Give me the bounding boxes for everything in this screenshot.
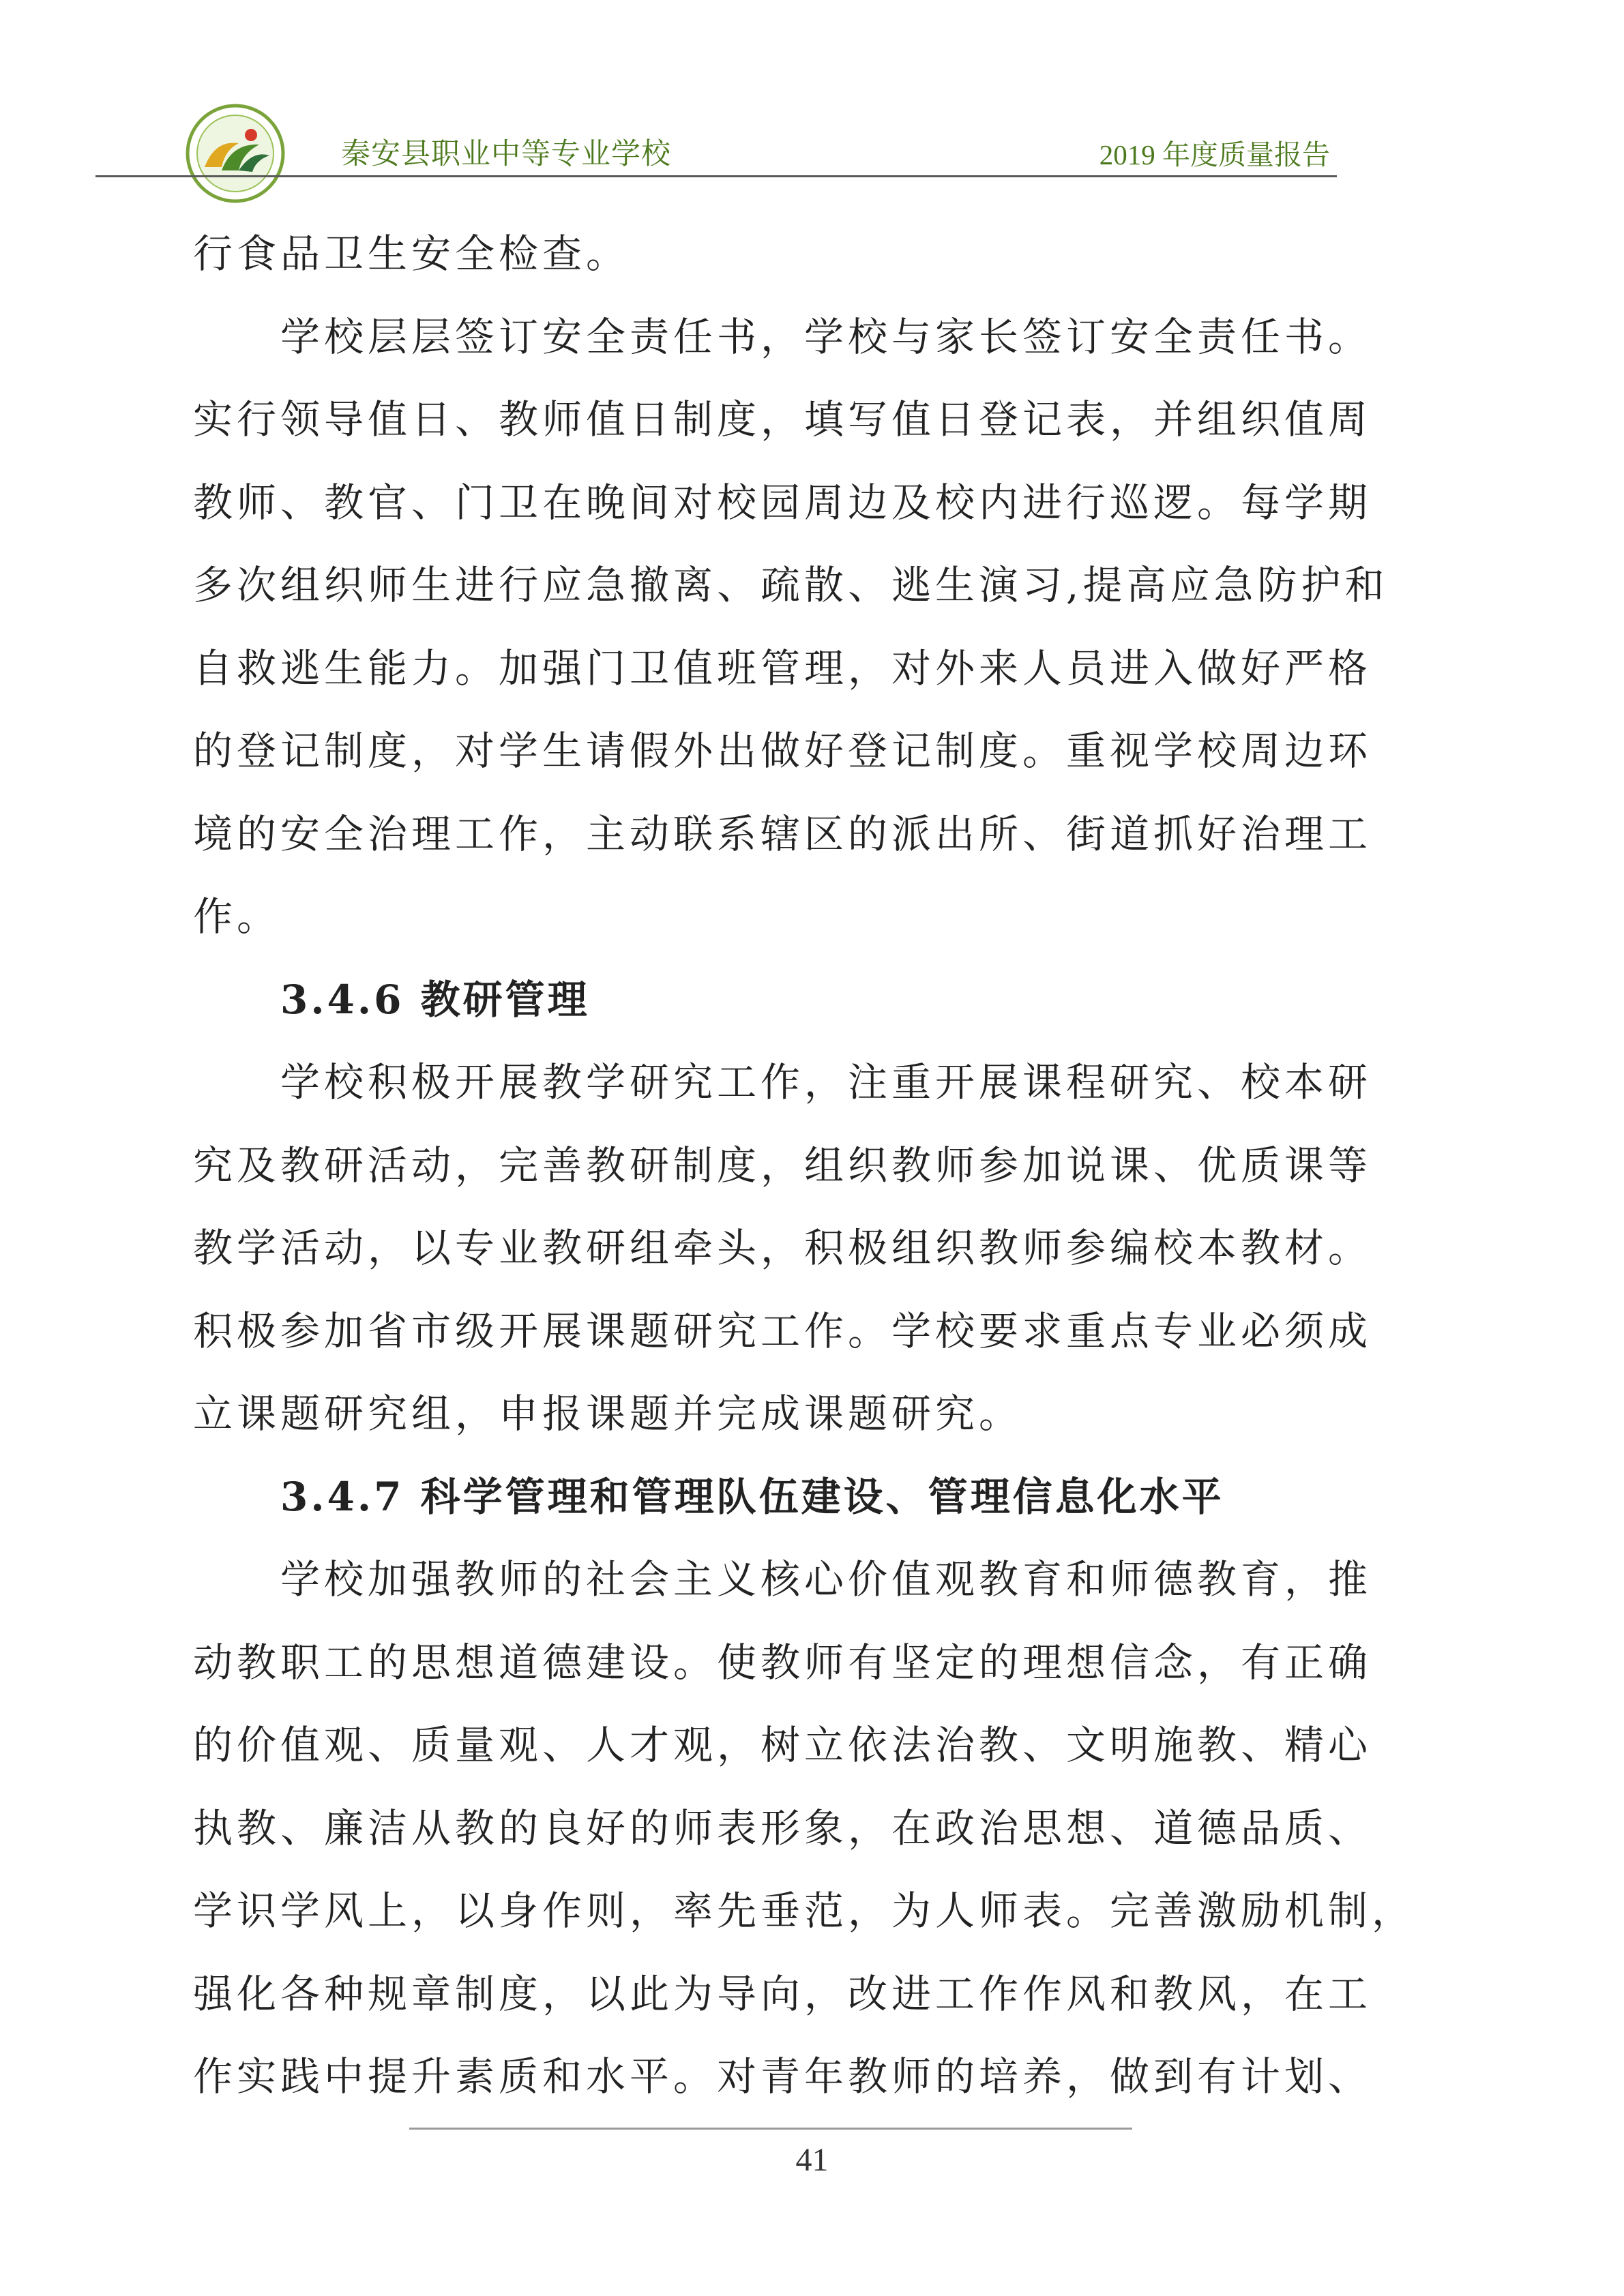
text-line: 的价值观、质量观、人才观，树立依法治教、文明施教、精心 [193, 1722, 1372, 1768]
text-line: 学校加强教师的社会主义核心价值观教育和师德教育，推 [280, 1556, 1372, 1602]
section-heading-347: 3.4.7 科学管理和管理队伍建设、管理信息化水平 [280, 1473, 1224, 1520]
text-line: 实行领导值日、教师值日制度，填写值日登记表，并组织值周 [193, 396, 1372, 443]
text-line: 境的安全治理工作，主动联系辖区的派出所、街道抓好治理工 [193, 810, 1372, 857]
paragraph-continuation [193, 213, 1393, 296]
paragraph-teaching-research [193, 1041, 1393, 1456]
text-line: 作。 [193, 893, 281, 940]
text-line: 自救逃生能力。加强门卫值班管理，对外来人员进入做好严格 [193, 644, 1372, 691]
text-line: 多次组织师生进行应急撤离、疏散、逃生演习,提高应急防护和 [193, 562, 1389, 608]
text-line: 学识学风上，以身作则，率先垂范，为人师表。完善激励机制， [193, 1888, 1416, 1934]
text-line: 执教、廉洁从教的良好的师表形象，在政治思想、道德品质、 [193, 1804, 1372, 1851]
paragraph-management-team [193, 1538, 1416, 2119]
text-line: 究及教研活动，完善教研制度，组织教师参加说课、优质课等 [193, 1142, 1372, 1189]
text-line: 教师、教官、门卫在晚间对校园周边及校内进行巡逻。每学期 [193, 479, 1372, 526]
text-line: 立课题研究组，申报课题并完成课题研究。 [193, 1390, 1023, 1437]
school-emblem-icon [184, 102, 286, 205]
text-line: 动教职工的思想道德建设。使教师有坚定的理想信念，有正确 [193, 1639, 1372, 1686]
page-number: 41 [795, 2142, 829, 2178]
text-line: 作实践中提升素质和水平。对青年教师的培养，做到有计划、 [193, 2053, 1372, 2100]
page-header [184, 102, 1330, 177]
text-line: 学校积极开展教学研究工作，注重开展课程研究、校本研 [280, 1059, 1372, 1105]
header-divider [95, 175, 1337, 177]
text-line: 行食品卫生安全检查。 [193, 230, 630, 277]
page-body [193, 213, 1416, 2119]
school-name: 秦安县职业中等专业学校 [341, 137, 671, 171]
text-line: 积极参加省市级开展课题研究工作。学校要求重点专业必须成 [193, 1307, 1372, 1354]
section-heading-346: 3.4.6 教研管理 [280, 976, 590, 1023]
footer-divider [409, 2128, 1132, 2130]
paragraph-safety-responsibility [193, 296, 1393, 959]
text-line: 强化各种规章制度，以此为导向，改进工作作风和教风，在工 [193, 1970, 1372, 2017]
report-title: 2019 年度质量报告 [1099, 139, 1330, 170]
text-line: 学校层层签订安全责任书，学校与家长签订安全责任书。 [280, 313, 1372, 360]
text-line: 的登记制度，对学生请假外出做好登记制度。重视学校周边环 [193, 728, 1372, 774]
text-line: 教学活动，以专业教研组牵头，积极组织教师参编校本教材。 [193, 1225, 1372, 1271]
